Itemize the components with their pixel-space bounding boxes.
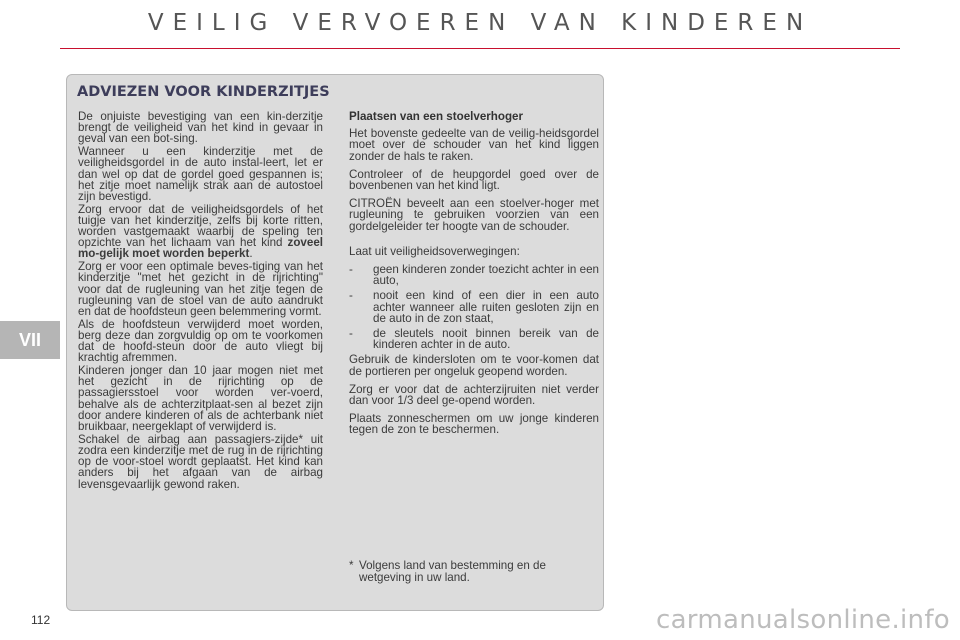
right-column [349,111,599,443]
watermark: carmanualsonline.info [655,605,950,635]
left-column [78,111,323,491]
paragraph: Wanneer u een kinderzitje met de veiligheidsgordel in de auto instal-leert, let er dan wel op dat de gordel goed gespannen is; het zitje moet namelijk strak aan de autostoel zijn bevestigd. [78,145,323,203]
paragraph: Gebruik de kindersloten om te voor-komen dat de portieren per ongeluk geopend worden. [349,353,599,378]
paragraph-text: Zorg ervoor dat de veiligheidsgordels of het tuigje van het kinderzitje, zelfs bij korte ritten, worden vastgemaakt waarbij de speling ten opzichte van het lichaam van het kind [78,202,323,250]
section-heading: ADVIEZEN VOOR KINDERZITJES [77,84,330,100]
page-number: 112 [31,613,51,627]
paragraph: Kinderen jonger dan 10 jaar mogen niet met het gezicht in de rijrichting op de passagiersstoel voor worden ver-voerd, behalve als de achterzitplaat-sen al bezet zijn door andere kinderen of als de achterbank niet bruikbaar, neergeklapt of verwijderd is. [78,363,323,433]
bullet-marker: - [349,327,353,341]
paragraph: Zorg er voor dat de achterzijruiten niet verder dan voor 1/3 deel ge-opend worden. [349,382,599,408]
list-item-text: nooit een kind of een dier in een auto achter wanneer alle ruiten gesloten zijn en de auto in de zon staat, [373,289,599,325]
chapter-tab: VII [0,321,60,359]
paragraph: De onjuiste bevestiging van een kin-derzitje brengt de veiligheid van het kind in gevaar in geval van een bot-sing. [78,110,323,146]
advice-panel [66,74,604,611]
paragraph: Als de hoofdsteun verwijderd moet worden, berg deze dan zorgvuldig op om te voorkomen dat de hoofd-steun door de auto vliegt bij krachtig afremmen. [78,317,323,365]
bullet-marker: - [349,263,353,277]
safety-intro: Laat uit veiligheidsoverwegingen: [349,244,520,258]
paragraph [78,204,323,260]
paragraph-end: . [249,247,253,261]
paragraph: Het bovenste gedeelte van de veilig-heidsgordel moet over de schouder van het kind liggen zonder de hals te raken. [349,127,599,163]
title-divider [60,48,900,49]
list-item [349,264,599,286]
paragraph: Plaats zonneschermen om uw jonge kinderen tegen de zon te beschermen. [349,412,599,437]
emphasis-text: zoveel mo-gelijk moet worden beperkt [78,236,323,261]
footnote [349,560,599,584]
page-title: VEILIG VERVOEREN VAN KINDEREN [147,10,813,36]
bullet-marker: - [349,289,353,303]
footnote-marker: * [349,559,354,572]
list-item [349,328,599,350]
list-item-text: geen kinderen zonder toezicht achter in een auto, [373,263,599,288]
list-item [349,290,599,324]
paragraph: Controleer of de heupgordel goed over de bovenbenen van het kind ligt. [349,167,599,193]
footnote-text: Volgens land van bestemming en de wetgeving in uw land. [359,559,546,584]
paragraph: Zorg er voor een optimale beves-tiging van het kinderzitje "met het gezicht in de rijrichting" voor dat de rugleuning van het zitje tegen de rugleuning van de stoel van de auto aandrukt en dat de hoofdsteun geen belemmering vormt. [78,260,323,318]
subheading: Plaatsen van een stoelverhoger [349,110,523,123]
list-item-text: de sleutels nooit binnen bereik van de kinderen achter in de auto. [373,327,599,352]
paragraph: Schakel de airbag aan passagiers-zijde* uit zodra een kinderzitje met de rug in de rijrichting op de voor-stoel wordt geplaatst. Het kind kan anders bij het afgaan van de airbag levensgevaarlijk gewond raken. [78,432,323,491]
paragraph: CITROËN beveelt aan een stoelver-hoger met rugleuning te gebruiken voorzien van een gordelgeleider ter hoogte van de schouder. [349,197,599,233]
